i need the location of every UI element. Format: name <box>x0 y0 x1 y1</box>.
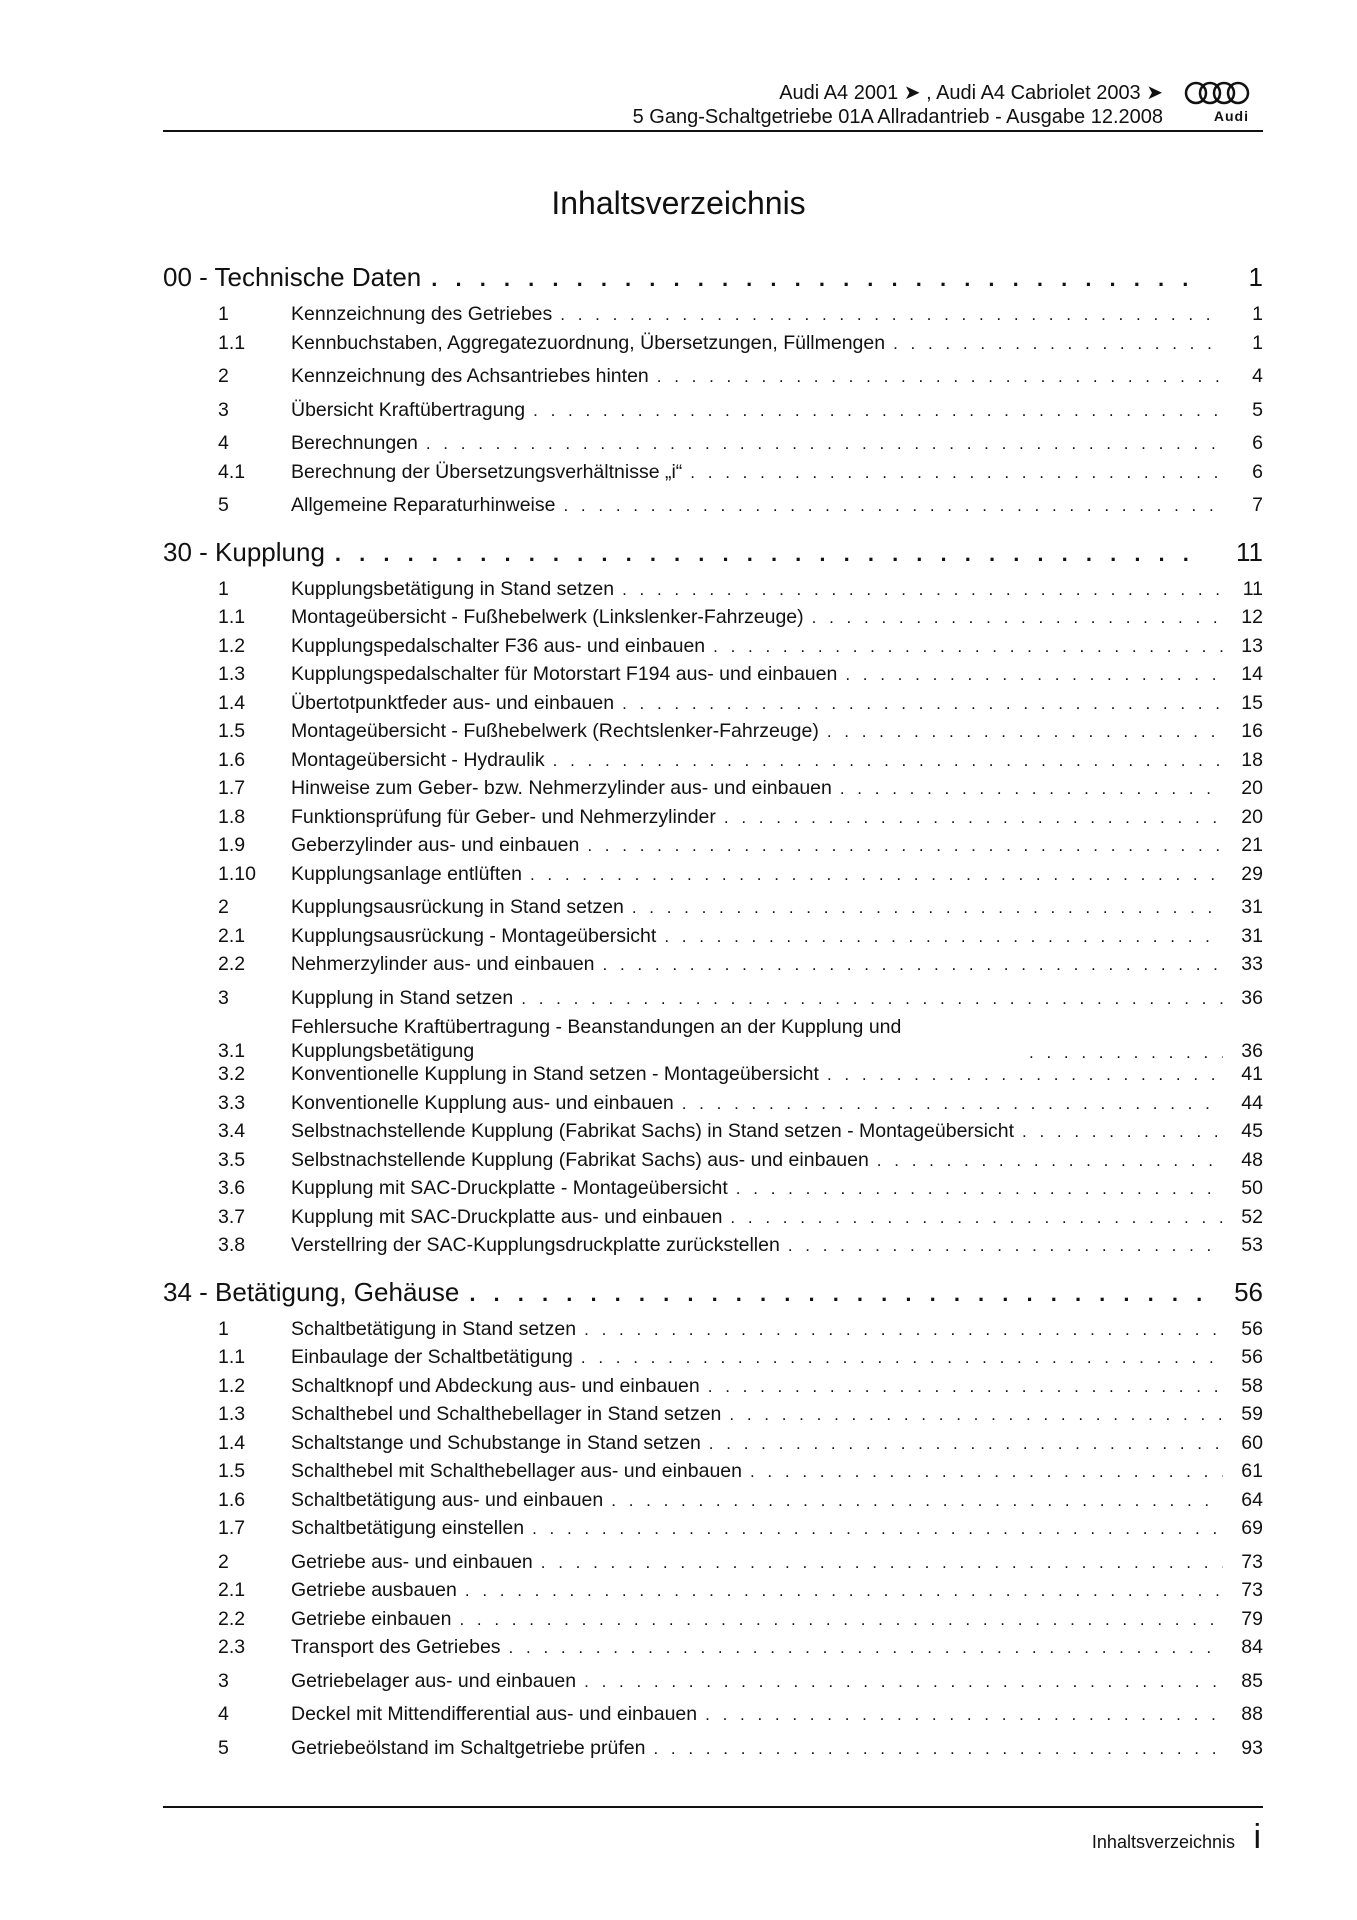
toc-entry-number: 1.2 <box>218 634 246 657</box>
toc-dot-leader <box>709 1434 1223 1454</box>
toc-dot-leader <box>1022 1122 1223 1142</box>
toc-page-number: 12 <box>1241 606 1263 628</box>
toc-entry-title: Transport des Getriebes <box>291 1636 501 1658</box>
toc-page-number: 1 <box>1248 262 1263 292</box>
toc-page-number: 41 <box>1241 1063 1263 1085</box>
toc-entry[interactable] <box>163 578 1263 607</box>
toc-entry-title: Einbaulage der Schaltbetätigung <box>291 1346 573 1368</box>
toc-entry-title: Selbstnachstellende Kupplung (Fabrikat Sachs) in Stand setzen - Montageübersicht <box>291 1120 1015 1142</box>
toc-entry-number: 1 <box>218 1317 229 1340</box>
toc-entry-number: 5 <box>218 494 229 516</box>
toc-entry-number: 4.1 <box>218 460 246 483</box>
toc-dot-leader <box>603 955 1223 975</box>
toc-entry[interactable] <box>163 1737 1263 1766</box>
toc-entry-number: 1.6 <box>218 1488 246 1511</box>
page-header <box>163 78 1263 134</box>
toc-entry[interactable] <box>163 1636 1263 1665</box>
toc-entry[interactable] <box>163 1403 1263 1432</box>
toc-entry[interactable] <box>163 806 1263 835</box>
toc-page-number: 73 <box>1241 1579 1263 1601</box>
toc-chapter-entry[interactable] <box>163 1277 1263 1313</box>
toc-entry[interactable] <box>163 1551 1263 1580</box>
toc-entry[interactable] <box>163 1092 1263 1121</box>
toc-page-number: 60 <box>1241 1431 1263 1454</box>
toc-page-number: 15 <box>1241 691 1263 714</box>
toc-entry-number: 3.8 <box>218 1234 246 1256</box>
toc-dot-leader <box>827 1065 1223 1085</box>
toc-entry-number: 1.6 <box>218 748 246 771</box>
toc-entry[interactable] <box>163 925 1263 954</box>
toc-entry-title: Getriebe einbauen <box>291 1607 452 1630</box>
footer-label: Inhaltsverzeichnis <box>1091 1832 1235 1852</box>
toc-entry-title: Berechnung der Übersetzungsverhältnisse „i“ <box>291 460 683 483</box>
toc-page-number: 31 <box>1241 896 1263 918</box>
toc-page-number: 56 <box>1241 1346 1263 1368</box>
toc-dot-leader <box>622 694 1223 714</box>
toc-entry[interactable] <box>163 1063 1263 1092</box>
toc-dot-leader <box>541 1553 1223 1573</box>
toc-entry-title: Kupplung mit SAC-Druckplatte - Montageübersicht <box>291 1177 728 1199</box>
toc-entry-number: 1.3 <box>218 663 246 685</box>
toc-page-number: 50 <box>1241 1177 1263 1199</box>
toc-dot-leader <box>788 1236 1223 1256</box>
toc-page-number: 64 <box>1241 1488 1263 1511</box>
toc-entry-title: Allgemeine Reparaturhinweise <box>291 494 556 516</box>
toc-entry[interactable] <box>163 1015 1263 1063</box>
toc-entry-title: Kupplung in Stand setzen <box>291 986 514 1009</box>
toc-dot-leader <box>653 1739 1223 1759</box>
toc-entry-number: 3.4 <box>218 1120 246 1142</box>
header-manual-line: 5 Gang-Schaltgetriebe 01A Allradantrieb - Ausgabe 12.2008 <box>632 106 1163 128</box>
toc-entry-number: 2 <box>218 896 229 918</box>
toc-dot-leader <box>530 865 1223 885</box>
toc-entry-number: 3.7 <box>218 1205 246 1228</box>
toc-entry-title: Schalthebel und Schalthebellager in Stand setzen <box>291 1403 722 1425</box>
toc-page-number: 36 <box>1241 986 1263 1009</box>
toc-entry-title: Schaltbetätigung aus- und einbauen <box>291 1488 604 1511</box>
toc-dot-leader <box>845 665 1223 685</box>
toc-dot-leader <box>611 1491 1223 1511</box>
toc-page-number: 53 <box>1241 1234 1263 1256</box>
toc-page-number: 16 <box>1241 720 1263 742</box>
toc-dot-leader <box>622 580 1223 600</box>
toc-entry-number: 3.5 <box>218 1148 246 1171</box>
toc-page-number: 58 <box>1241 1374 1263 1397</box>
toc-entry[interactable] <box>163 834 1263 863</box>
toc-entry[interactable] <box>163 953 1263 982</box>
toc-entry-number: 4 <box>218 1703 229 1725</box>
toc-dot-leader <box>724 808 1223 828</box>
toc-chapter-entry[interactable] <box>163 537 1263 573</box>
toc-dot-leader <box>705 1705 1223 1725</box>
toc-page-number: 56 <box>1234 1276 1263 1307</box>
toc-entry-number: 1 <box>218 577 229 600</box>
toc-entry[interactable] <box>163 1120 1263 1149</box>
toc-entry-number: 1.9 <box>218 834 246 856</box>
toc-entry-title: Montageübersicht - Fußhebelwerk (Rechtslenker-Fahrzeuge) <box>291 720 819 742</box>
toc-entry[interactable] <box>163 461 1263 490</box>
toc-entry-title: Übertotpunktfeder aus- und einbauen <box>291 691 615 714</box>
toc-page-number: 79 <box>1241 1607 1263 1630</box>
toc-page-number: 6 <box>1252 460 1263 483</box>
toc-entry-number: 5 <box>218 1736 229 1759</box>
toc-entry-number: 2.3 <box>218 1636 246 1658</box>
toc-entry-title: Montageübersicht - Hydraulik <box>291 748 545 771</box>
toc-dot-leader <box>581 1348 1223 1368</box>
toc-page-number: 14 <box>1241 663 1263 685</box>
toc-entry-number: 3 <box>218 398 229 421</box>
toc-dot-leader <box>632 898 1223 918</box>
toc-entry-title: Kennzeichnung des Achsantriebes hinten <box>291 365 649 387</box>
toc-entry-title: Übersicht Kraftübertragung <box>291 398 526 421</box>
toc-page-number: 5 <box>1252 398 1263 421</box>
toc-page-number: 56 <box>1241 1317 1263 1340</box>
toc-entry-title: 34 - Betätigung, Gehäuse <box>163 1276 460 1307</box>
page-title: Inhaltsverzeichnis <box>551 185 806 221</box>
toc-entry-number: 2 <box>218 1550 229 1573</box>
toc-entry[interactable] <box>163 720 1263 749</box>
toc-entry[interactable] <box>163 1703 1263 1732</box>
toc-dot-leader <box>682 1094 1223 1114</box>
toc-entry-number: 1.8 <box>218 805 246 828</box>
toc-page-number: 45 <box>1241 1120 1263 1142</box>
toc-page-number: 36 <box>1241 1040 1263 1062</box>
toc-page-number: 20 <box>1241 777 1263 799</box>
toc-entry[interactable] <box>163 1234 1263 1263</box>
toc-entry-title: Kennzeichnung des Getriebes <box>291 303 553 325</box>
toc-entry-title: Funktionsprüfung für Geber- und Nehmerzylinder <box>291 805 716 828</box>
toc-entry[interactable] <box>163 777 1263 806</box>
toc-dot-leader <box>459 1610 1223 1630</box>
toc-dot-leader <box>750 1462 1223 1482</box>
toc-entry-title: Schalthebel mit Schalthebellager aus- und einbauen <box>291 1460 742 1482</box>
toc-dot-leader <box>730 1208 1223 1228</box>
toc-dot-leader <box>426 434 1223 454</box>
toc-entry-number: 1.3 <box>218 1403 246 1425</box>
toc-entry[interactable] <box>163 1318 1263 1347</box>
toc-entry-title: Getriebeölstand im Schaltgetriebe prüfen <box>291 1736 646 1759</box>
toc-entry[interactable] <box>163 332 1263 361</box>
toc-page-number: 21 <box>1241 834 1263 856</box>
header-vehicle-line: Audi A4 2001 ➤ , Audi A4 Cabriolet 2003 ➤ <box>779 82 1163 104</box>
toc-page-number: 84 <box>1241 1636 1263 1658</box>
toc-dot-leader <box>812 608 1223 628</box>
toc-dot-leader <box>584 1672 1223 1692</box>
toc-page-number: 85 <box>1241 1669 1263 1692</box>
audi-wordmark: Audi <box>1213 108 1249 124</box>
toc-entry-number: 3.2 <box>218 1063 246 1085</box>
toc-entry-number: 3 <box>218 1669 229 1692</box>
toc-entry-title: Verstellring der SAC-Kupplungsdruckplatte zurückstellen <box>291 1234 780 1256</box>
toc-page-number: 88 <box>1241 1703 1263 1725</box>
toc-entry[interactable] <box>163 663 1263 692</box>
toc-dot-leader <box>521 989 1223 1009</box>
toc-page-number: 73 <box>1241 1550 1263 1573</box>
toc-page-number: 13 <box>1241 634 1263 657</box>
toc-entry-number: 3.6 <box>218 1177 246 1199</box>
toc-entry-title: Getriebelager aus- und einbauen <box>291 1669 577 1692</box>
toc-dot-leader <box>690 463 1223 483</box>
toc-dot-leader <box>877 1151 1223 1171</box>
toc-entry-number: 1.1 <box>218 1346 246 1368</box>
toc-entry-title: Kupplungsausrückung - Montageübersicht <box>291 924 657 947</box>
toc-entry-title: Schaltbetätigung in Stand setzen <box>291 1317 577 1340</box>
toc-dot-leader <box>509 1638 1223 1658</box>
toc-page-number: 11 <box>1236 536 1263 567</box>
toc-dot-leader <box>469 1281 1203 1307</box>
toc-entry-number: 1.2 <box>218 1374 246 1397</box>
toc-entry[interactable] <box>163 1608 1263 1637</box>
toc-dot-leader <box>1029 1043 1223 1063</box>
toc-entry-title: Geberzylinder aus- und einbauen <box>291 834 580 856</box>
toc-entry-number: 1.5 <box>218 1460 246 1482</box>
toc-entry-number: 3.3 <box>218 1091 246 1114</box>
toc-entry-title: Kupplungsanlage entlüften <box>291 862 522 885</box>
toc-entry[interactable] <box>163 692 1263 721</box>
toc-entry-number: 1.7 <box>218 777 246 799</box>
toc-page-number: 59 <box>1241 1403 1263 1425</box>
toc-page-number: 69 <box>1241 1517 1263 1539</box>
toc-page-number: 7 <box>1252 494 1263 516</box>
toc-entry-title: Konventionelle Kupplung aus- und einbauen <box>291 1091 674 1114</box>
toc-page-number: 52 <box>1241 1205 1263 1228</box>
toc-entry-number: 3 <box>218 986 229 1009</box>
toc-entry-title: Kupplungsausrückung in Stand setzen <box>291 896 624 918</box>
toc-entry[interactable] <box>163 1346 1263 1375</box>
toc-entry-number: 2.1 <box>218 1579 246 1601</box>
toc-entry-title: Schaltbetätigung einstellen <box>291 1517 525 1539</box>
toc-dot-leader <box>532 1519 1223 1539</box>
toc-dot-leader <box>708 1377 1223 1397</box>
toc-dot-leader <box>560 305 1223 325</box>
toc-dot-leader <box>553 751 1223 771</box>
toc-entry-title: Deckel mit Mittendifferential aus- und einbauen <box>291 1703 698 1725</box>
toc-entry-number: 2.2 <box>218 1607 246 1630</box>
table-of-contents <box>163 262 1263 1765</box>
toc-entry[interactable] <box>163 1489 1263 1518</box>
toc-entry-number: 2.2 <box>218 953 246 975</box>
toc-dot-leader <box>736 1179 1223 1199</box>
toc-page-number: 18 <box>1241 748 1263 771</box>
toc-entry[interactable] <box>163 432 1263 461</box>
toc-entry[interactable] <box>163 494 1263 523</box>
toc-entry[interactable] <box>163 1206 1263 1235</box>
toc-entry-number: 1.10 <box>218 862 256 885</box>
toc-entry-title: Kupplungsbetätigung in Stand setzen <box>291 577 615 600</box>
toc-entry-number: 1.4 <box>218 691 246 714</box>
toc-page-number: 44 <box>1241 1091 1263 1114</box>
toc-dot-leader <box>657 367 1223 387</box>
toc-entry-number: 2.1 <box>218 924 246 947</box>
toc-entry[interactable] <box>163 1149 1263 1178</box>
toc-entry-number: 1.7 <box>218 1517 246 1539</box>
toc-entry[interactable] <box>163 635 1263 664</box>
toc-dot-leader <box>827 722 1223 742</box>
toc-dot-leader <box>713 637 1223 657</box>
toc-entry[interactable] <box>163 1517 1263 1546</box>
toc-entry-title: Schaltstange und Schubstange in Stand setzen <box>291 1431 701 1454</box>
toc-entry[interactable] <box>163 863 1263 892</box>
toc-entry-title: Fehlersuche Kraftübertragung - Beanstandungen an der Kupplung und Kupplungsbetätigung <box>291 1016 902 1062</box>
toc-entry[interactable] <box>163 1375 1263 1404</box>
toc-entry-title: Selbstnachstellende Kupplung (Fabrikat Sachs) aus- und einbauen <box>291 1148 869 1171</box>
toc-entry[interactable] <box>163 1670 1263 1699</box>
toc-dot-leader <box>533 401 1223 421</box>
toc-entry-title: Nehmerzylinder aus- und einbauen <box>291 953 595 975</box>
toc-page-number: 1 <box>1252 303 1263 325</box>
toc-entry[interactable] <box>163 987 1263 1016</box>
toc-entry-title: Kupplungspedalschalter für Motorstart F194 aus- und einbauen <box>291 663 838 685</box>
toc-entry-number: 1.4 <box>218 1431 246 1454</box>
toc-entry-number: 1 <box>218 303 229 325</box>
toc-entry-title: Hinweise zum Geber- bzw. Nehmerzylinder aus- und einbauen <box>291 777 832 799</box>
toc-entry-number: 1.1 <box>218 331 246 354</box>
toc-entry[interactable] <box>163 1432 1263 1461</box>
toc-entry[interactable] <box>163 606 1263 635</box>
toc-entry-title: Konventionelle Kupplung in Stand setzen - Montageübersicht <box>291 1063 819 1085</box>
toc-dot-leader <box>893 334 1223 354</box>
toc-page-number: 29 <box>1241 862 1263 885</box>
toc-entry-number: 4 <box>218 432 229 454</box>
toc-entry-number: 3.1 <box>218 1040 246 1062</box>
toc-dot-leader <box>465 1581 1223 1601</box>
toc-page-number: 6 <box>1252 432 1263 454</box>
toc-entry-number: 2 <box>218 365 229 387</box>
toc-entry[interactable] <box>163 1460 1263 1489</box>
header-rule <box>163 130 1263 132</box>
toc-entry[interactable] <box>163 1177 1263 1206</box>
toc-page-number: 31 <box>1241 924 1263 947</box>
toc-dot-leader <box>431 266 1203 292</box>
toc-entry[interactable] <box>163 1579 1263 1608</box>
toc-page-number: 93 <box>1241 1736 1263 1759</box>
toc-dot-leader <box>584 1320 1223 1340</box>
toc-entry-title: 30 - Kupplung <box>163 536 325 567</box>
toc-dot-leader <box>664 927 1223 947</box>
toc-page-number: 33 <box>1241 953 1263 975</box>
toc-entry-title: Kupplungspedalschalter F36 aus- und einbauen <box>291 634 706 657</box>
toc-entry-title: Berechnungen <box>291 432 418 454</box>
toc-entry[interactable] <box>163 365 1263 394</box>
toc-entry[interactable] <box>163 749 1263 778</box>
footer-page-number: i <box>1253 1818 1261 1856</box>
toc-entry[interactable] <box>163 303 1263 332</box>
toc-dot-leader <box>587 836 1223 856</box>
toc-entry-title: Kennbuchstaben, Aggregatezuordnung, Übersetzungen, Füllmengen <box>291 331 886 354</box>
toc-entry-title: 00 - Technische Daten <box>163 262 422 292</box>
toc-page-number: 20 <box>1241 805 1263 828</box>
toc-entry-title: Getriebe ausbauen <box>291 1579 457 1601</box>
toc-entry-title: Getriebe aus- und einbauen <box>291 1550 533 1573</box>
toc-entry-number: 1.1 <box>218 606 246 628</box>
toc-entry-number: 1.5 <box>218 720 246 742</box>
toc-page-number: 11 <box>1242 577 1263 600</box>
toc-dot-leader <box>729 1405 1223 1425</box>
footer-rule <box>163 1806 1263 1808</box>
toc-entry[interactable] <box>163 896 1263 925</box>
toc-dot-leader <box>335 541 1203 567</box>
toc-page-number: 1 <box>1252 331 1263 354</box>
toc-page-number: 48 <box>1241 1148 1263 1171</box>
toc-dot-leader <box>563 496 1223 516</box>
toc-dot-leader <box>840 779 1223 799</box>
toc-page-number: 4 <box>1252 365 1263 387</box>
toc-entry-title: Montageübersicht - Fußhebelwerk (Linkslenker-Fahrzeuge) <box>291 606 804 628</box>
toc-chapter-entry[interactable] <box>163 262 1263 298</box>
toc-entry-title: Schaltknopf und Abdeckung aus- und einbauen <box>291 1374 700 1397</box>
toc-page-number: 61 <box>1241 1460 1263 1482</box>
toc-entry-title: Kupplung mit SAC-Druckplatte aus- und einbauen <box>291 1205 723 1228</box>
toc-entry[interactable] <box>163 399 1263 428</box>
